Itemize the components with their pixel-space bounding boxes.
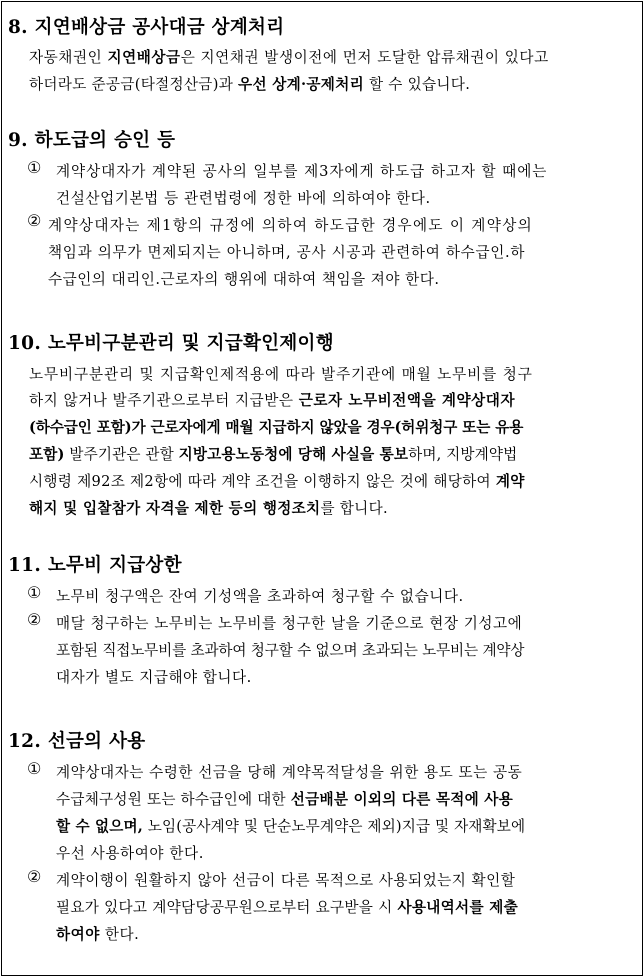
section-8-title: 8. 지연배상금 공사대금 상계처리	[8, 17, 285, 38]
item-number-1: ①	[27, 158, 42, 177]
section-10-line-3: (하수급인 포함)가 근로자에게 매월 지급하지 않았을 경우(허위청구 또는 유용	[29, 419, 524, 436]
section-9-item-2-line-2: 책임과 의무가 면제되지는 아니하며, 공사 시공과 관련하여 하수급인.하	[48, 244, 526, 261]
item-number-1: ①	[27, 583, 42, 602]
section-11-item-2-line-3: 대자가 별도 지급해야 합니다.	[56, 669, 252, 686]
section-11-item-2-line-2: 포함된 직접노무비를 초과하여 청구할 수 없으며 초과되는 노무비는 계약상	[56, 642, 525, 659]
item-number-2: ②	[27, 211, 42, 230]
document-page	[1, 1, 643, 976]
section-11-title: 11. 노무비 지급상한	[8, 555, 182, 576]
section-11-item-1-line-1: 노무비 청구액은 잔여 기성액을 초과하여 청구할 수 없습니다.	[56, 588, 464, 605]
item-number-2: ②	[27, 610, 42, 629]
section-12-item-1-line-2: 수급체구성원 또는 하수급인에 대한 선금배분 이외의 다른 목적에 사용	[56, 791, 513, 808]
section-8-line-1: 자동채권인 지연배상금은 지연채권 발생이전에 먼저 도달한 압류채권이 있다고	[29, 49, 549, 66]
section-9-item-1-line-2: 건설산업기본법 등 관련법령에 정한 바에 의하여야 한다.	[56, 190, 431, 207]
section-12-item-1-line-1: 계약상대자는 수령한 선금을 당해 계약목적달성을 위한 용도 또는 공동	[56, 764, 523, 781]
section-12-item-2-line-3: 하여야 한다.	[56, 926, 140, 943]
section-9-item-1-line-1: 계약상대자가 계약된 공사의 일부를 제3자에게 하도급 하고자 할 때에는	[56, 163, 548, 180]
section-11-item-2-line-1: 매달 청구하는 노무비는 노무비를 청구한 날을 기준으로 현장 기성고에	[56, 615, 523, 632]
section-12-title: 12. 선금의 사용	[8, 731, 146, 752]
section-12-item-2-line-1: 계약이행이 원활하지 않아 선금이 다른 목적으로 사용되었는지 확인할	[56, 872, 516, 889]
item-number-1: ①	[27, 759, 42, 778]
section-12-item-2-line-2: 필요가 있다고 계약담당공무원으로부터 요구받을 시 사용내역서를 제출	[56, 899, 519, 916]
section-8-line-2: 하더라도 준공금(타절정산금)과 우선 상계·공제처리 할 수 있습니다.	[29, 76, 471, 93]
section-12-item-1-line-3: 할 수 없으며, 노임(공사계약 및 단순노무계약은 제외)지급 및 자재확보에	[56, 818, 526, 835]
section-10-line-4: 포함) 발주기관은 관할 지방고용노동청에 당해 사실을 통보하며, 지방계약법	[29, 446, 518, 463]
section-9-item-2-line-3: 수급인의 대리인.근로자의 행위에 대하여 책임을 져야 한다.	[48, 271, 440, 288]
section-9-title: 9. 하도급의 승인 등	[8, 130, 176, 151]
section-9-item-2-line-1: 계약상대자는 제1항의 규정에 의하여 하도급한 경우에도 이 계약상의	[48, 217, 534, 234]
item-number-2: ②	[27, 867, 42, 886]
section-10-title: 10. 노무비구분관리 및 지급확인제이행	[8, 333, 334, 354]
section-10-line-5: 시행령 제92조 제2항에 따라 계약 조건을 이행하지 않은 것에 해당하여 계약	[29, 473, 525, 490]
section-10-line-2: 하지 않거나 발주기관으로부터 지급받은 근로자 노무비전액을 계약상대자	[29, 392, 516, 409]
section-10-line-6: 해지 및 입찰참가 자격을 제한 등의 행정조치를 합니다.	[29, 500, 388, 517]
section-12-item-1-line-4: 우선 사용하여야 한다.	[56, 845, 204, 862]
section-10-line-1: 노무비구분관리 및 지급확인제적용에 따라 발주기관에 매월 노무비를 청구	[29, 366, 533, 383]
